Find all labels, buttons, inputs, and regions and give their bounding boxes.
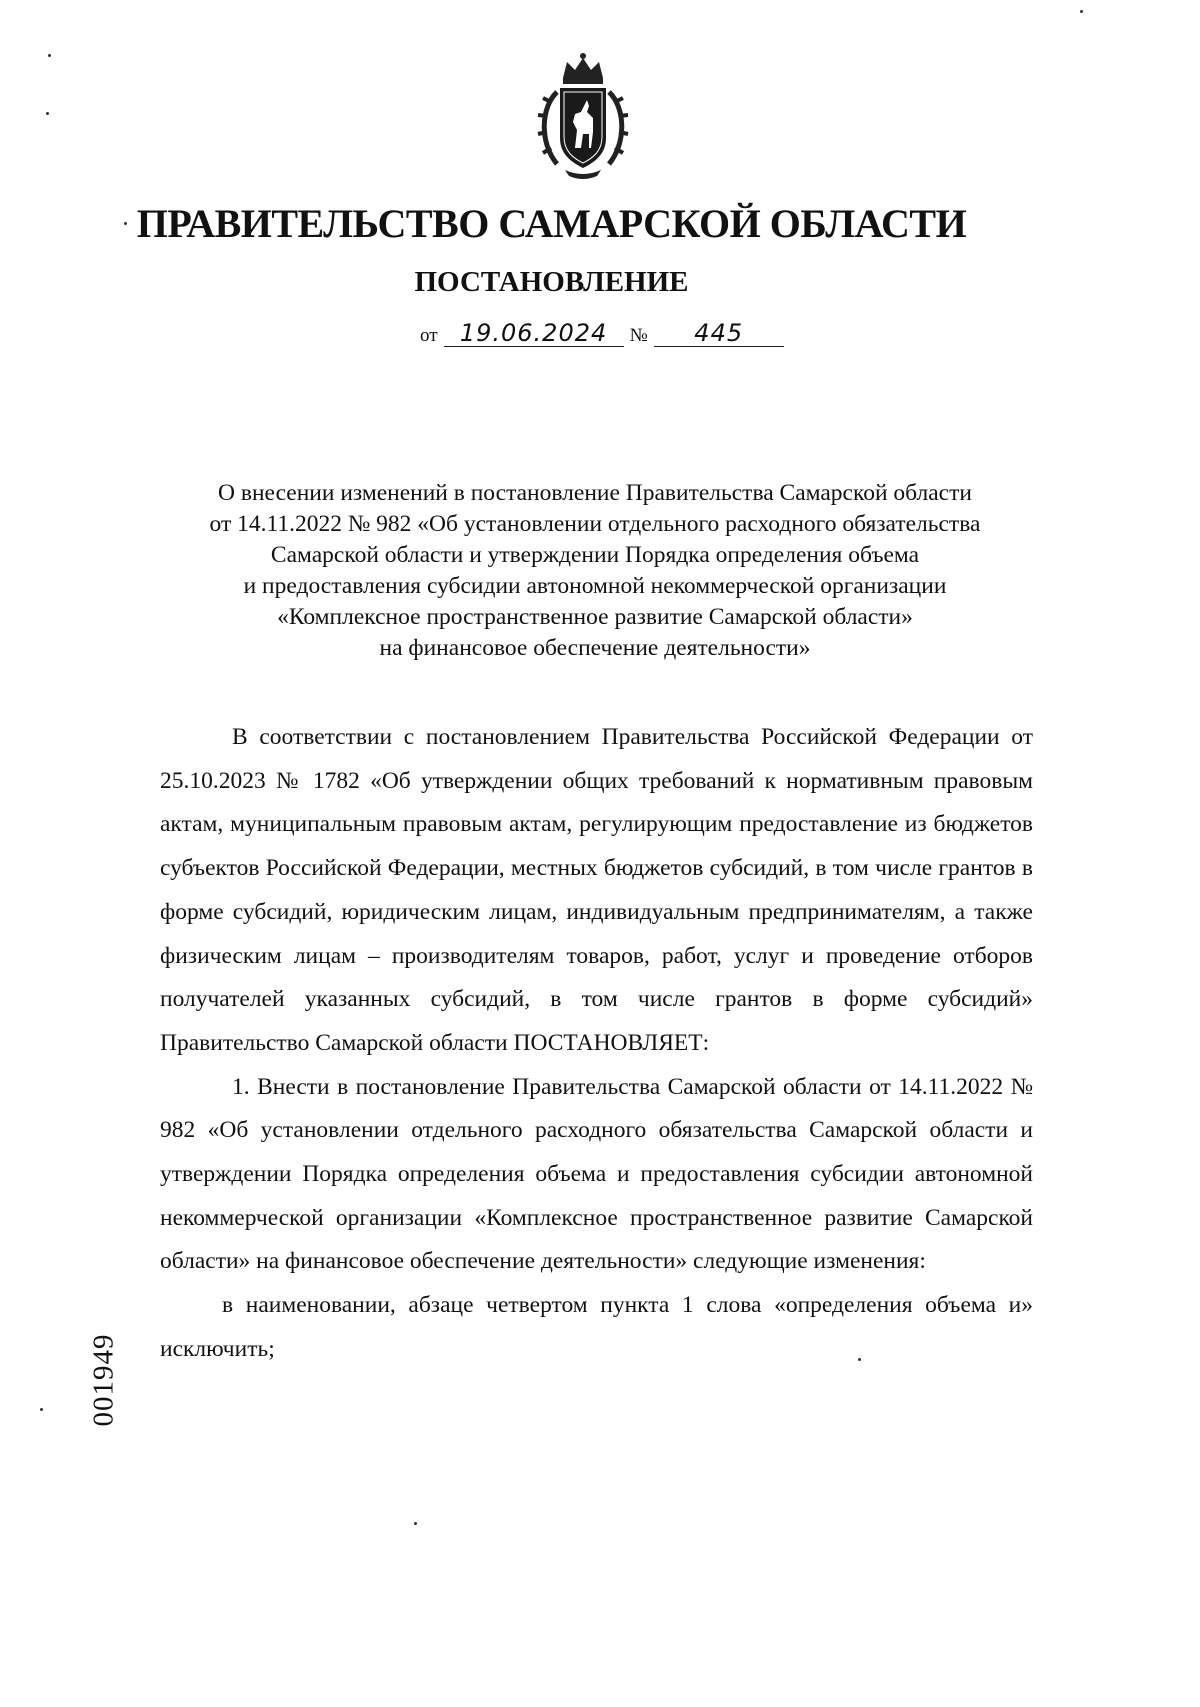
subject-line: от 14.11.2022 № 982 «Об установлении отдельного расходного обязательства	[209, 511, 981, 537]
document-number: 445	[654, 320, 784, 347]
organization-title: ПРАВИТЕЛЬСТВО САМАРСКОЙ ОБЛАСТИ	[136, 201, 967, 246]
subject-line: на финансовое обеспечение деятельности»	[379, 635, 811, 661]
samara-coat-of-arms-icon	[527, 52, 639, 182]
subject-line: О внесении изменений в постановление Правительства Самарской области	[218, 480, 972, 506]
scan-speck	[124, 222, 127, 225]
body-paragraph: 1. Внести в постановление Правительства Самарской области от 14.11.2022 № 982 «Об установлении отдельного расходного обязательства Самарской области и утверждении Порядка определения объема и предоставления субсидии автономной некоммерческой организации «Комплексное пространственное развитие Самарской области» на финансовое обеспечение деятельности» следующие изменения:	[160, 1073, 1033, 1275]
scan-speck	[1080, 10, 1083, 13]
side-serial-number	[84, 1330, 124, 1430]
body-paragraph: в наименовании, абзаце четвертом пункта 1 слова «определения объема и» исключить;	[160, 1292, 1033, 1362]
date-prefix: от	[420, 325, 438, 346]
scan-speck	[48, 54, 51, 57]
subject-line: «Комплексное пространственное развитие Самарской области»	[277, 604, 913, 630]
scan-speck	[46, 112, 49, 115]
subject-line: и предоставления субсидии автономной некоммерческой организации	[243, 573, 947, 599]
scan-speck	[858, 1358, 861, 1361]
scan-speck	[40, 1408, 43, 1411]
number-prefix: №	[629, 325, 648, 346]
body-paragraph: В соответствии с постановлением Правительства Российской Федерации от 25.10.2023 № 1782 «Об утверждении общих требований к нормативным правовым актам, муниципальным правовым актам, регулирующим предоставление из бюджетов субъектов Российской Федерации, местных бюджетов субсидий, в том числе грантов в форме субсидий, юридическим лицам, индивидуальным предпринимателям, а также физическим лицам – производителям товаров, работ, услуг и проведение отборов получателей указанных субсидий, в том числе грантов в форме субсидий» Правительство Самарской области ПОСТАНОВЛЯЕТ:	[160, 724, 1033, 1056]
side-serial-number-text: 001949	[87, 1333, 120, 1427]
document-subject	[150, 478, 1040, 664]
document-date: 19.06.2024	[444, 320, 624, 347]
scan-speck	[414, 1522, 417, 1525]
document-type: ПОСТАНОВЛЕНИЕ	[414, 266, 689, 298]
document-body	[160, 716, 1033, 1372]
subject-line: Самарской области и утверждении Порядка определения объема	[270, 542, 920, 568]
document-date-number-line	[420, 320, 784, 347]
